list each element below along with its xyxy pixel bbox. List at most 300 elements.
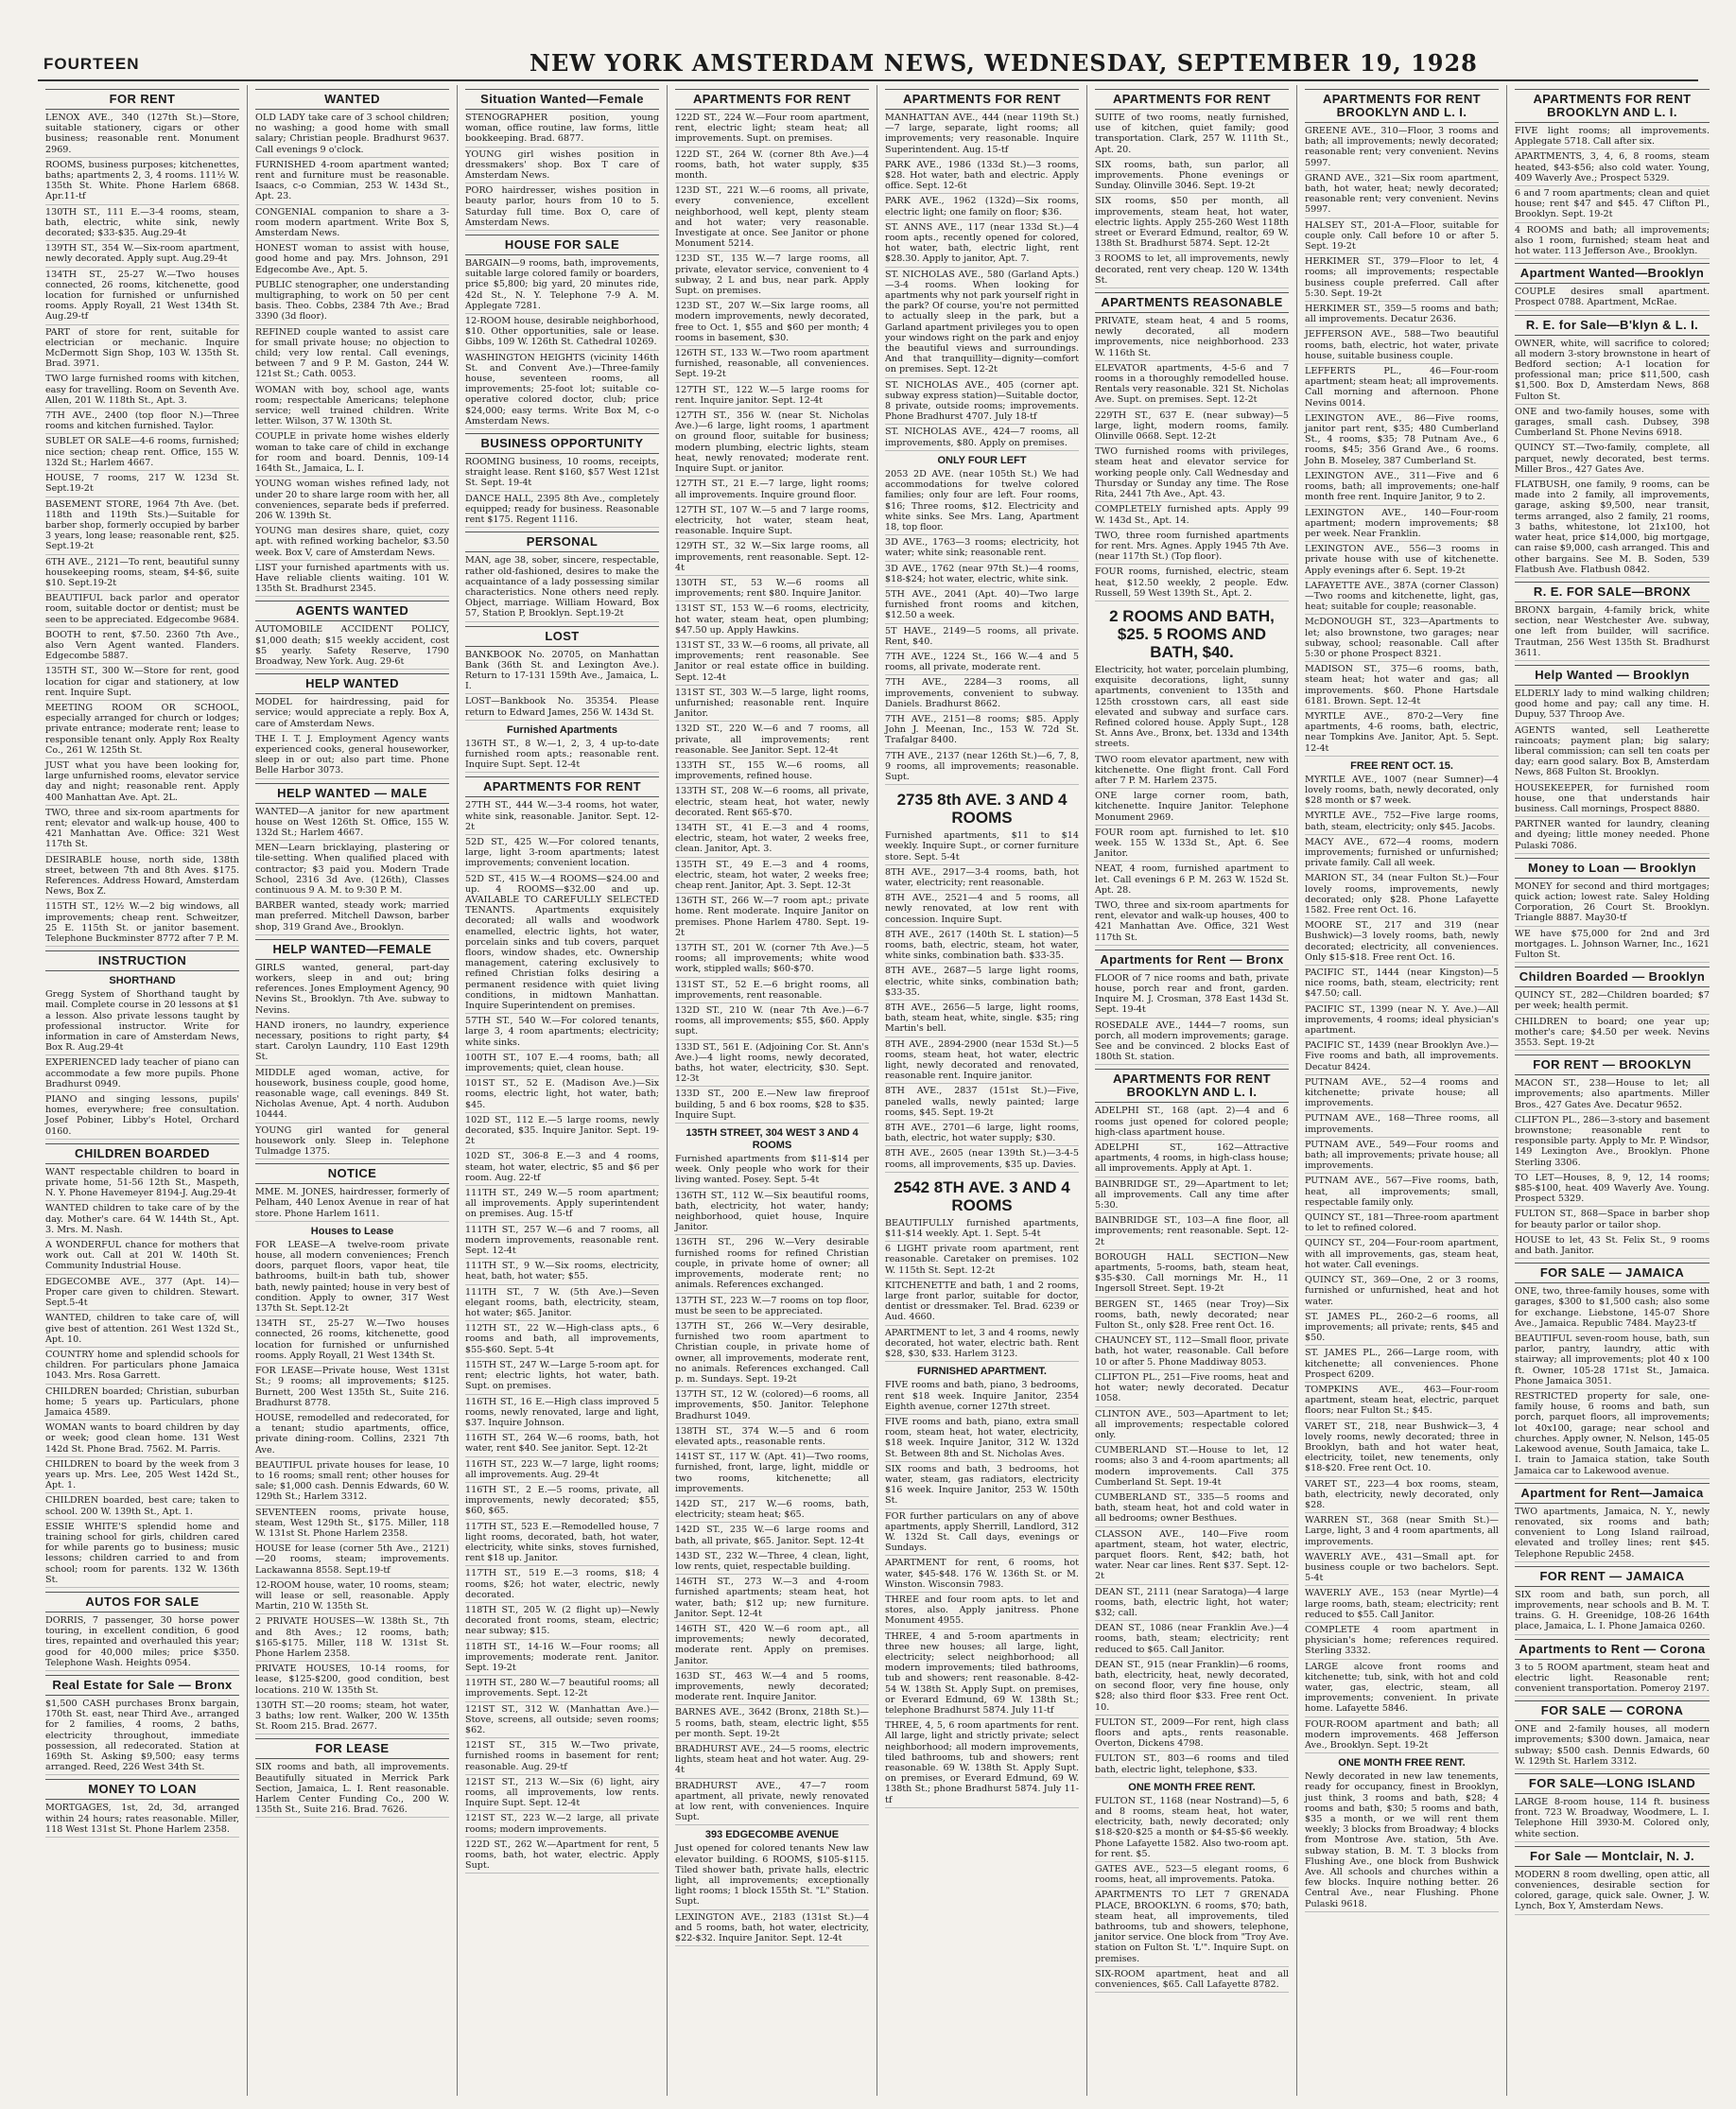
classified-ad: YOUNG girl wanted for general housework only. Sleep in. Telephone Tulmadge 1375. — [255, 1125, 449, 1160]
classified-ad: BOROUGH HALL SECTION—New apartments, 5-rooms, bath, steam heat, $35-$30. Call mornings Mr. H., 11 Ingersoll Street. Sept. 19-2t — [1095, 1252, 1289, 1298]
classified-ad: 135TH ST., 49 E.—3 and 4 rooms, electric, steam, hot water, 2 weeks free; cheap rent. Janitor, Apt. 3. Sept. 12-3t — [675, 860, 869, 895]
classified-ad: 135TH ST., 300 W.—Store for rent, good location for cigar and stationery, at low rent. Inquire Supt. — [45, 666, 239, 701]
classified-ad: 139TH ST., 354 W.—Six-room apartment, newly decorated. Apply supt. Aug.29-4t — [45, 243, 239, 267]
classified-ad: SIX rooms, $50 per month, all improvements, steam heat, hot water, electric lights. Apply 255-260 West 118th street or Everard Edmund, realtor, 69 W. 138th St. Bradhurst 5874. Sept. 12-2t — [1095, 196, 1289, 252]
classified-ad: 136TH ST., 112 W.—Six beautiful rooms, bath, electricity, hot water, handy; neighborhood, quiet house, Inquire Janitor. — [675, 1191, 869, 1236]
classified-ad: 12-ROOM house, desirable neighborhood, $10. Other opportunities, sale or lease. Gibbs, 109 W. 126th St. Cathedral 10269. — [465, 316, 659, 351]
classified-ad: 131ST ST., 52 E.—6 bright rooms, all improvements, rent reasonable. — [675, 980, 869, 1003]
classified-ad: LENOX AVE., 340 (127th St.)—Store, suitable stationery, cigars or other business; reasonable rent. Monument 2969. — [45, 113, 239, 158]
classified-ad: FIVE light rooms; all improvements. Applegate 5718. Call after six. — [1515, 126, 1710, 149]
classified-ad: PUBLIC stenographer, one understanding multigraphing, to work on 50 per cent basis. Theo. Cobbs, 2384 7th Ave.; Brad 3390 (3d floor). — [255, 280, 449, 325]
classified-ad: BANKBOOK No. 20705, on Manhattan Bank (36th St. and Lexington Ave.). Return to 17-131 159th Ave., Jamaica, L. I. — [465, 650, 659, 695]
classified-ad: 141ST ST., 117 W. (Apt. 41)—Two rooms, furnished, front, large, light, middle or two rooms, kitchenette; all improvements. — [675, 1452, 869, 1497]
classified-ad: 116TH ST., 2 E.—5 rooms, private, all improvements, newly decorated; $55, $60, $65. — [465, 1485, 659, 1520]
classified-ad: BRADHURST AVE., 24—5 rooms, electric lights, steam heat and hot water. Aug. 29-4t — [675, 1744, 869, 1779]
classified-ad: FURNISHED 4-room apartment wanted; rent and furniture must be reasonable. Isaacs, c-o Commian, 253 W. 143d St., Apt. 23. — [255, 160, 449, 205]
classified-ad: FOR LEASE—A twelve-room private house, all modern conveniences; French doors, parquet floors, vapor heat, tile bathrooms, built-in bath tub, shower bath, newly painted; house in very best of condition. Apply to owner, 317 West 137th St. Sept.12-2t — [255, 1240, 449, 1316]
classified-ad: 121ST ST., 213 W.—Six (6) light, airy rooms, all improvements, low rents. Inquire Supt. Sept. 12-4t — [465, 1777, 659, 1812]
classified-ad: 118TH ST., 14-16 W.—Four rooms; all improvements; moderate rent. Janitor. Sept. 19-2t — [465, 1642, 659, 1677]
classified-ad: 146TH ST., 273 W.—3 and 4-room furnished apartments; steam heat, hot water, bath; $12 up; new furniture. Janitor. Sept. 12-4t — [675, 1577, 869, 1622]
classified-ad: ST. JAMES PL., 260-2—6 rooms, all improvements; all private; rents, $45 and $50. — [1305, 1312, 1499, 1347]
classified-ad: 111TH ST., 249 W.—5 room apartment; all improvements. Apply superintendent on premises. Aug. 15-tf — [465, 1188, 659, 1223]
classified-ad: 5T HAVE., 2149—5 rooms, all private. Rent, $40. — [885, 626, 1079, 650]
classified-ad: PACIFIC ST., 1399 (near N. Y. Ave.)—All improvements, 4 rooms; ideal physician's apartment. — [1305, 1004, 1499, 1039]
classified-ad: 133TH ST., 155 W.—6 rooms, all improvements, refined house. — [675, 760, 869, 784]
classified-ad: WARREN ST., 368 (near Smith St.)—Large, light, 3 and 4 room apartments, all improvements. — [1305, 1515, 1499, 1550]
classified-ad: 102D ST., 112 E.—5 large rooms, newly decorated, $35. Inquire Janitor. Sept. 19-2t — [465, 1115, 659, 1150]
classified-ad: FULTON ST., 803—6 rooms and tiled bath, electric light, telephone, $33. — [1095, 1753, 1289, 1777]
section-heading: HOUSE FOR SALE — [465, 235, 659, 255]
classified-ad: 8TH AVE., 2605 (near 139th St.)—3-4-5 rooms, all improvements, $35 up. Davies. — [885, 1148, 1079, 1172]
classified-ad: APARTMENTS, 3, 4, 6, 8 rooms, steam heated, $43-$56; also cold water. Young, 409 Waverly Ave.; Prospect 5329. — [1515, 151, 1710, 186]
classified-ad: PUTNAM AVE., 52—4 rooms and kitchenette; private house; all improvements. — [1305, 1077, 1499, 1112]
classified-ad: 127TH ST., 356 W. (near St. Nicholas Ave.)—6 large, light rooms, 1 apartment on ground floor, suitable for business; modern plumbing, electric lights, steam heat, newly renovated; moderate rent. Inquire Supt. or janitor. — [675, 410, 869, 477]
section-heading: FOR RENT — JAMAICA — [1515, 1566, 1710, 1587]
classified-ad: JUST what you have been looking for, large unfurnished rooms, elevator service day and night; reasonable rent. Apply 400 Manhattan Ave. Apt. 2L. — [45, 760, 239, 806]
classified-ad: 121ST ST., 223 W.—2 large, all private rooms; modern improvements. — [465, 1813, 659, 1837]
classified-ad: HAND ironers, no laundry, experience necessary, positions to right party, $4 start. Carolyn Laundry, 110 East 129th St. — [255, 1020, 449, 1066]
classified-ad: 146TH ST., 420 W.—6 room apt., all improvements; newly decorated, moderate rent. Apply on premises. Janitor. — [675, 1624, 869, 1669]
classified-ad: WOMAN wants to board children by day or week; good clean home. 131 West 142d St. Phone Brad. 7562. M. Parris. — [45, 1422, 239, 1457]
classified-ad: ELDERLY lady to mind walking children; good home and pay; call any time. H. Dupuy, 537 Throop Ave. — [1515, 688, 1710, 723]
classified-ad: 8TH AVE., 2894-2900 (near 153d St.)—5 rooms, steam heat, hot water, electric light, newly decorated and renovated, reasonable rent. Inquire janitor. — [885, 1039, 1079, 1085]
section-heading: FOR SALE — CORONA — [1515, 1700, 1710, 1721]
column-4 — [668, 85, 877, 2096]
classified-ad: 3 ROOMS to let, all improvements, newly decorated, rent very cheap. 120 W. 134th St. — [1095, 253, 1289, 288]
classified-ad: OLD LADY take care of 3 school children; no washing; a good home with small salary; Christian people. Bradhurst 9637. Call evenings 9 o'clock. — [255, 113, 449, 158]
classified-ad: 27TH ST., 444 W.—3-4 rooms, hot water, white sink, reasonable. Janitor. Sept. 12-2t — [465, 800, 659, 835]
classified-ad: 7TH AVE., 1224 St., 166 W.—4 and 5 rooms, all private, moderate rent. — [885, 652, 1079, 675]
classified-ad: Gregg System of Shorthand taught by mail. Complete course in 20 lessons at $1 a lesson. Also private lessons taught by professional instructor. Write for information in care of Amsterdam News, Box R. Aug.29-4t — [45, 989, 239, 1055]
classified-ad: PRIVATE, steam heat, 4 and 5 rooms, newly decorated, all modern improvements, nice neighborhood. 233 W. 116th St. — [1095, 316, 1289, 361]
section-heading: APARTMENTS FOR RENT BROOKLYN AND L. I. — [1305, 89, 1499, 123]
classified-ad: FIVE rooms and bath, piano, 3 bedrooms, rent $18 week. Inquire Janitor, 2354 Eighth avenue, corner 127th street. — [885, 1380, 1079, 1415]
section-heading: Apartments for Rent — Bronx — [1095, 950, 1289, 970]
classified-ad: 116TH ST., 223 W.—7 large, light rooms; all improvements. Aug. 29-4t — [465, 1459, 659, 1483]
classified-ad: SEVENTEEN rooms, private house, steam, West 129th St., $175. Miller, 118 W. 131st St. Phone Harlem 2358. — [255, 1508, 449, 1543]
classified-ad: 143D ST., 232 W.—Three, 4 clean, light, low rents, quiet, respectable building. — [675, 1551, 869, 1575]
classified-ad: 122D ST., 262 W.—Apartment for rent, 5 rooms, bath, hot water, electric. Apply Supt. — [465, 1839, 659, 1874]
classified-ad: Furnished apartments, $11 to $14 weekly. Inquire Supt., or corner furniture store. Sept. 5-4t — [885, 830, 1079, 865]
classified-ad: 133D ST., 561 E. (Adjoining Cor. St. Ann's Ave.)—4 light rooms, newly decorated, baths, hot water, electricity, $30. Sept. 12-3t — [675, 1042, 869, 1088]
classified-ad: YOUNG girl wishes position in dressmakers' shop. Box T care of Amsterdam News. — [465, 149, 659, 184]
classified-ad: MEETING ROOM OR SCHOOL, especially arranged for church or lodges; private entrance; moderate rent; lease to responsible tenant only. Apply Rox Realty Co., 261 W. 125th St. — [45, 703, 239, 758]
classified-ad: HOUSE to let, 43 St. Felix St., 9 rooms and bath. Janitor. — [1515, 1235, 1710, 1259]
classified-ad: JEFFERSON AVE., 588—Two beautiful rooms, bath, electric, hot water, private house, suitable business couple. — [1305, 329, 1499, 364]
classified-ad: 142D ST., 235 W.—6 large rooms and bath, all private, $65. Janitor. Sept. 12-4t — [675, 1525, 869, 1548]
section-heading: AUTOS FOR SALE — [45, 1592, 239, 1612]
section-subheading: FURNISHED APARTMENT. — [917, 1366, 1047, 1378]
classified-ad: MYRTLE AVE., 752—Five large rooms, bath, steam, electricity; only $45. Jacobs. — [1305, 810, 1499, 834]
section-subheading: SHORTHAND — [109, 975, 176, 987]
classified-ad: MADISON ST., 375—6 rooms, bath, steam heat; hot water and gas; all improvements. $60. Phone Hartsdale 6181. Brown. Sept. 12-4t — [1305, 664, 1499, 709]
classified-ad: SIX rooms, bath, sun parlor, all improvements. Phone evenings or Sunday. Olinville 3046. Sept. 19-2t — [1095, 160, 1289, 195]
classified-ad: 117TH ST., 519 E.—3 rooms, $18; 4 rooms, $26; hot water, electric, newly decorated. — [465, 1568, 659, 1603]
section-heading: Apartment for Rent—Jamaica — [1515, 1483, 1710, 1504]
classified-ad: ST. NICHOLAS AVE., 424—7 rooms, all improvements, $80. Apply on premises. — [885, 427, 1079, 450]
display-ad-heading: 2542 8TH AVE. 3 AND 4 ROOMS — [894, 1177, 1070, 1214]
classified-ad: 8TH AVE., 2837 (151st St.)—Five, paneled walls, newly painted; large rooms, $45. Sept. 19-2t — [885, 1086, 1079, 1121]
section-heading: R. E. FOR SALE—BRONX — [1515, 582, 1710, 602]
classified-ad: ONE and two-family houses, some with garages, small cash. Dubsey, 398 Cumberland St. Phone Nevins 6918. — [1515, 407, 1710, 442]
classified-ad: MARION ST., 34 (near Fulton St.)—Four lovely rooms, improvements, newly decorated; only $28. Phone Lafayette 1582. Free rent Oct. 16. — [1305, 873, 1499, 918]
classified-ad: BEAUTIFUL private houses for lease, 10 to 16 rooms; small rent; other houses for sale; $1,000 cash. Dennis Edwards, 60 W. 129th St.; Harlem 3312. — [255, 1460, 449, 1506]
classified-ad: 130TH ST., 111 E.—3-4 rooms, steam, bath, electric, white sink, newly decorated; $33-$35. Aug.29-4t — [45, 207, 239, 242]
section-heading: APARTMENTS FOR RENT BROOKLYN AND L. I. — [1095, 1069, 1289, 1103]
classified-ad: FULTON ST., 1168 (near Nostrand)—5, 6 and 8 rooms, steam heat, hot water, electricity, bath, newly decorated; only $18-$20-$25 a month or $4-$5-$6 weekly. Phone Lafayette 1582. Also two-room apt. for rent. $5. — [1095, 1796, 1289, 1862]
classified-ad: OWNER, white, will sacrifice to colored; all modern 3-story brownstone in heart of Bedford section; A-1 location for professional man; price $11,500, cash $1,500. Box D, Amsterdam News, 868 Fulton St. — [1515, 339, 1710, 405]
classified-ad: FULTON ST., 2009—For rent, high class floors and apts., rents reasonable. Overton, Dickens 4798. — [1095, 1717, 1289, 1752]
classified-ad: ROOMING business, 10 rooms, receipts, straight lease. Rent $160, $57 West 121st St. Sept. 19-4t — [465, 457, 659, 492]
classified-ad: Just opened for colored tenants New law elevator building. 6 ROOMS, $105-$115. Tiled shower bath, private halls, electric light, all improvements; exceptionally light rooms; 1 block 155th St. "L" Station. Supt. — [675, 1843, 869, 1909]
classified-ad: PACIFIC ST., 1444 (near Kingston)—5 nice rooms, bath, steam, electricity; rent $47.50; call. — [1305, 967, 1499, 1002]
classified-ad: LIST your furnished apartments with us. Have reliable clients waiting. 101 W. 135th St. Bradhurst 2345. — [255, 563, 449, 598]
classified-ad: TWO, three room furnished apartments for rent. Mrs. Agnes. Apply 1945 7th Ave. (near 117th St.) (Top floor). — [1095, 531, 1289, 566]
masthead-rule — [38, 79, 1698, 81]
classified-ad: 101ST ST., 52 E. (Madison Ave.)—Six rooms, electric light, hot water, bath; $45. — [465, 1078, 659, 1113]
column-1 — [38, 85, 248, 2096]
classified-ad: ONE and 2-family houses, all modern improvements; $300 down. Jamaica, near subway; $500 cash. Dennis Edwards, 60 W. 129th St. Harlem 3312. — [1515, 1724, 1710, 1769]
classified-ad: COMPLETE 4 room apartment in physician's home; references required. Sterling 3332. — [1305, 1625, 1499, 1660]
classified-ad: 5TH AVE., 2041 (Apt. 40)—Two large furnished front rooms and kitchen, $12.50 a week. — [885, 589, 1079, 624]
classified-ad: MONEY for second and third mortgages; quick action; lowest rate. Saley Holding Corporation, 26 Court St. Brooklyn. Triangle 8887. May30-tf — [1515, 881, 1710, 927]
classified-ad: COUNTRY home and splendid schools for children. For particulars phone Jamaica 1043. Mrs. Rosa Garrett. — [45, 1350, 239, 1385]
classified-ad: BARBER wanted, steady work; married man preferred. Mitchell Dawson, barber shop, 319 Grand Ave., Brooklyn. — [255, 900, 449, 935]
classified-ad: THREE and four room apts. to let and stores, also. Apply janitress. Phone Monument 4955. — [885, 1595, 1079, 1630]
classified-ad: TWO, three and six-room apartments for rent; elevator and walk-up house, 400 to 421 Manhattan Ave. Office: 321 West 117th St. — [45, 808, 239, 853]
display-ad-subheading: 135TH STREET, 304 WEST 3 AND 4 ROOMS — [686, 1127, 859, 1152]
classified-ad: PUTNAM AVE., 168—Three rooms, all improvements. — [1305, 1113, 1499, 1137]
classified-ad: PORO hairdresser, wishes position in beauty parlor, hours from 10 to 5. Saturday full time. Box O, care of Amsterdam News. — [465, 185, 659, 231]
classified-ad: BRONX bargain, 4-family brick, white section, near Westchester Ave. subway, one left from builder, will sacrifice. Trautman, 256 West 135th St. Bradhurst 3611. — [1515, 605, 1710, 661]
classified-ad: MACY AVE., 672—4 rooms, modern improvements; furnished or unfurnished; private family. Call all week. — [1305, 837, 1499, 872]
classified-ad: 127TH ST., 21 E.—7 large, light rooms; all improvements. Inquire ground floor. — [675, 479, 869, 502]
section-heading: FOR SALE — JAMAICA — [1515, 1263, 1710, 1283]
section-subheading: Houses to Lease — [310, 1225, 394, 1237]
classified-ad: GIRLS wanted, general, part-day workers, sleep in and out; bring references. Jones Employment Agency, 90 Nevins St., Brooklyn. 7th Ave. subway to Nevins. — [255, 963, 449, 1019]
classified-ad: VARET ST., 218, near Bushwick—3, 4 lovely rooms, newly decorated; three in Brooklyn, bath and hot water heat, electricity, toilet, new tenements, only $18-$20. Free rent Oct. 10. — [1305, 1421, 1499, 1477]
classified-ad: RESTRICTED property for sale, one-family house, 6 rooms and bath, sun porch, parquet floors, all improvements; lot 40x100, garage; near school and churches. Apply owner, N. Nelson, 145-05 Lakewood avenue, South Jamaica, take L. I. train to Jamaica station, take South Jamaica car to Lakewood avenue. — [1515, 1391, 1710, 1479]
section-heading: HELP WANTED—FEMALE — [255, 939, 449, 960]
classified-ad: LEFFERTS PL., 46—Four-room apartment; steam heat; all improvements. Call morning and afternoon. Phone Nevins 0014. — [1305, 366, 1499, 411]
classified-ad: $1,500 CASH purchases Bronx bargain, 170th St. east, near Third Ave., arranged for 2 families, 4 rooms, 2 baths, electricity throughout, immediate possession, all redecorated. Station at 169th St. Asking $9,500; easy terms arranged. Reed, 226 West 34th St. — [45, 1699, 239, 1775]
display-ad-heading: 2 ROOMS AND BATH, $25. 5 ROOMS AND BATH, $40. — [1109, 606, 1275, 661]
classified-ad: 126TH ST., 133 W.—Two room apartment furnished, reasonable, all conveniences. Sept. 19-2t — [675, 348, 869, 383]
classified-ad: YOUNG woman wishes refined lady, not under 20 to share large room with her, all conveniences, separate beds if preferred. 206 W. 139th St. — [255, 479, 449, 524]
classified-ad: CLIFTON PL., 286—3-story and basement brownstone; reasonable rent to responsible party. Apply to Mr. P. Windsor, 149 Lexington Ave., Brooklyn. Phone Sterling 3306. — [1515, 1115, 1710, 1171]
classified-ad: VARET ST., 223—4 box rooms, steam, bath, electricity, newly decorated, only $28. — [1305, 1479, 1499, 1514]
classified-ad: WANTED, children to take care of, will give best of attention. 261 West 132d St., Apt. 10. — [45, 1313, 239, 1348]
classified-ad: CUMBERLAND ST., 335—5 rooms and bath, steam heat, hot and cold water in all bedrooms; owner Besthues. — [1095, 1492, 1289, 1527]
classified-ad: 111TH ST., 9 W.—Six rooms, electricity, heat, bath, hot water; $55. — [465, 1261, 659, 1284]
classified-ad: 3 to 5 ROOM apartment, steam heat and electric light. Reasonable rent; convenient transportation. Pomeroy 2197. — [1515, 1663, 1710, 1698]
classified-ad: 6 and 7 room apartments; clean and quiet house; rent $47 and $45. 47 Clifton Pl., Brooklyn. Sept. 19-2t — [1515, 188, 1710, 223]
classified-ad: 123D ST., 207 W.—Six large rooms, all modern improvements, newly decorated, free to Oct. 1, $55 and $60 per month; 4 rooms in basement, $30. — [675, 301, 869, 346]
classified-ad: HOUSE, remodelled and redecorated, for a tenant; studio apartments, office, private dining-room. Collins, 2321 7th Ave. — [255, 1413, 449, 1458]
classified-ad: WANTED children to take care of by the day. Mother's care. 64 W. 144th St., Apt. 3. Mrs. M. Nash. — [45, 1203, 239, 1238]
classified-ad: 133TH ST., 208 W.—6 rooms, all private, electric, steam heat, hot water, newly decorated. Rent $65-$70. — [675, 786, 869, 821]
classified-ad: FOR LEASE—Private house, West 131st St.; 9 rooms; all improvements; $125. Burnett, 200 West 135th St., Suite 216. Bradhurst 8778. — [255, 1366, 449, 1411]
section-heading: NOTICE — [255, 1163, 449, 1184]
classified-ad: WASHINGTON HEIGHTS (vicinity 146th St. and Convent Ave.)—Three-family house, seventeen rooms, all improvements; 25-foot lot; suitable co-operative colored doctor, club; price $24,000; easy terms. Write Box M, c-o Amsterdam News. — [465, 353, 659, 429]
classified-ad: 131ST ST., 303 W.—5 large, light rooms, unfurnished; reasonable rent. Inquire Janitor. — [675, 688, 869, 723]
classified-ad: PACIFIC ST., 1439 (near Brooklyn Ave.)—Five rooms and bath, all improvements. Decatur 8424. — [1305, 1040, 1499, 1075]
classified-ad: BERGEN ST., 1465 (near Troy)—Six rooms, bath, newly decorated; near Fulton St., only $28. Free rent Oct. 16. — [1095, 1299, 1289, 1334]
section-heading: APARTMENTS FOR RENT — [1095, 89, 1289, 110]
classified-ad: 6TH AVE., 2121—To rent, beautiful sunny housekeeping rooms, steam, $4-$6, suite $10. Sept.19-2t — [45, 557, 239, 592]
classified-ad: 127TH ST., 107 W.—5 and 7 large rooms, electricity, hot water, steam heat, reasonable. Inquire Supt. — [675, 505, 869, 540]
classified-ad: BEAUTIFULLY furnished apartments, $11-$14 weekly. Apt. 1. Sept. 5-4t — [885, 1218, 1079, 1242]
section-heading: MONEY TO LOAN — [45, 1779, 239, 1800]
classified-ad: TO LET—Houses, 8, 9, 12, 14 rooms; $85-$100, heat. 409 Waverly Ave. Young. Prospect 5329. — [1515, 1173, 1710, 1208]
section-subheading: ONE MONTH FREE RENT. — [1128, 1781, 1256, 1793]
classified-ad: WANT respectable children to board in private home, 51-56 12th St., Maspeth, N. Y. Phone Havemeyer 8194-J. Aug.29-4t — [45, 1167, 239, 1202]
classified-ad: 121ST ST., 315 W.—Two private, furnished rooms in basement for rent; reasonable. Aug. 29-tf — [465, 1740, 659, 1775]
classified-ad: WAVERLY AVE., 431—Small apt. for business couple or two bachelors. Sept. 5-4t — [1305, 1552, 1499, 1587]
column-6 — [1087, 85, 1297, 2096]
classified-ad: EXPERIENCED lady teacher of piano can accommodate a few more pupils. Phone Bradhurst 0949. — [45, 1057, 239, 1092]
section-heading: Help Wanted — Brooklyn — [1515, 665, 1710, 686]
classified-ad: PART of store for rent, suitable for electrician or mechanic. Inquire McDermott Sign Shop, 103 W. 135th St. Brad. 3971. — [45, 327, 239, 373]
display-ad-subheading: ONLY FOUR LEFT — [937, 454, 1027, 466]
classified-ad: 137TH ST., 201 W. (corner 7th Ave.)—5 rooms; all improvements; white wood work, stippled walls; $60-$70. — [675, 943, 869, 978]
section-subheading: Furnished Apartments — [507, 723, 617, 736]
classified-ad: ONE large corner room, bath, kitchenette. Inquire Janitor. Telephone Monument 2969. — [1095, 791, 1289, 826]
classified-ad: 133D ST., 200 E.—New law fireproof building, 5 and 6 box rooms, $28 to $35. Inquire Supt. — [675, 1089, 869, 1124]
classified-ad: MEN—Learn bricklaying, plastering or tile-setting. When qualified placed with contractor; $3 paid you. Modern Trade School, 2316 3d Ave. (126th), Classes continuous 9 A. M. to 9:30 P. M. — [255, 843, 449, 898]
classified-ad: THE I. T. J. Employment Agency wants experienced cooks, general houseworker, sleep in or out; also part time. Phone Belle Harbor 3073. — [255, 734, 449, 779]
classified-columns — [38, 85, 1721, 2096]
classified-ad: BARNES AVE., 3642 (Bronx, 218th St.)—5 rooms, bath, steam, electric light, $55 per month. Sept. 19-2t — [675, 1707, 869, 1742]
classified-ad: 131ST ST., 153 W.—6 rooms, electricity, hot water, steam heat, open plumbing; $47.50 up. Apply Hawkins. — [675, 603, 869, 638]
classified-ad: QUINCY ST., 282—Children boarded; $7 per week; health permit. — [1515, 990, 1710, 1014]
classified-ad: 134TH ST., 41 E.—3 and 4 rooms, electric, steam, hot water, 2 weeks free, clean. Janitor, Apt. 3. — [675, 823, 869, 858]
classified-ad: PUTNAM AVE., 549—Four rooms and bath; all improvements; private house; all improvements. — [1305, 1140, 1499, 1175]
classified-ad: 123D ST., 135 W.—7 large rooms, all private, elevator service, convenient to 4 subway, 2 L and bus, near park. Apply Supt. on premises. — [675, 253, 869, 299]
classified-ad: REFINED couple wanted to assist care for small private house; no objection to child; very low rental. Call evenings, between 7 and 9 P. M. Gaston, 244 W. 121st St.; Cath. 0053. — [255, 327, 449, 383]
classified-ad: 137TH ST., 12 W. (colored)—6 rooms, all improvements, $50. Janitor. Telephone Bradhurst 1049. — [675, 1389, 869, 1424]
classified-ad: HALSEY ST., 201-A—Floor, suitable for couple only. Call before 10 or after 5. Sept. 19-2t — [1305, 220, 1499, 255]
classified-ad: DORRIS, 7 passenger, 30 horse power touring, in excellent condition, 6 good tires, repainted and overhauled this year; good for 40,000 miles; price $350. Telephone Wash. Heights 0954. — [45, 1615, 239, 1671]
section-heading: AGENTS WANTED — [255, 601, 449, 621]
classified-ad: HONEST woman to assist with house, good home and pay. Mrs. Johnson, 291 Edgecombe Ave., Apt. 5. — [255, 243, 449, 278]
classified-ad: BARGAIN—9 rooms, bath, improvements, suitable large colored family or boarders, price $5,800; big yard, 20 minutes ride, 42d St., N. Y. Telephone 7-9 A. M. Applegate 7281. — [465, 258, 659, 314]
classified-ad: FOR further particulars on any of above apartments, apply Sherrill, Landlord, 312 W. 132d St. Call days, evenings or Sundays. — [885, 1511, 1079, 1557]
classified-ad: MAN, age 38, sober, sincere, respectable, rather old-fashioned, desires to make the acquaintance of a lady possessing similar characteristics. None others need reply. Object, marriage. William Howard, Box 57, Station P, Brooklyn. Sept.19-2t — [465, 555, 659, 621]
classified-ad: BOOTH to rent, $7.50. 2360 7th Ave., also Vern Agent wanted. Flanders. Edgecombe 5887. — [45, 630, 239, 665]
classified-ad: 129TH ST., 32 W.—Six large rooms, all improvements, rent reasonable. Sept. 12-4t — [675, 541, 869, 576]
classified-ad: 130TH ST.—20 rooms; steam, hot water, 3 baths; low rent. Walker, 200 W. 135th St. Room 215. Brad. 2677. — [255, 1700, 449, 1735]
classified-ad: THREE, 4, 5, 6 room apartments for rent. All large, light and strictly private; select neighborhood; all modern improvements, tiled bathrooms, tub and showers; rent reasonable. 69 W. 138th St. Apply Supt. on premises, or Everard Edmund, 69 W. 138th St.; phone Bradhurst 5874. July 11-tf — [885, 1720, 1079, 1808]
classified-ad: LARGE 8-room house, 114 ft. business front. 723 W. Broadway, Woodmere, L. I. Telephone Hill 3930-M. Colored only, white section. — [1515, 1797, 1710, 1842]
classified-ad: APARTMENT to let, 3 and 4 rooms, newly decorated, hot water, electric bath. Rent $28, $30, $33. Harlem 3123. — [885, 1328, 1079, 1363]
classified-ad: DEAN ST., 915 (near Franklin)—6 rooms, bath, electricity, heat, newly decorated, on second floor, very fine house, only $28; also third floor $33. Free rent Oct. 10. — [1095, 1660, 1289, 1716]
section-heading: INSTRUCTION — [45, 950, 239, 971]
newspaper-title: NEW YORK AMSTERDAM NEWS, WEDNESDAY, SEPTEMBER 19, 1928 — [529, 49, 1478, 77]
section-heading: Apartments to Rent — Corona — [1515, 1639, 1710, 1660]
classified-ad: 115TH ST., 247 W.—Large 5-room apt. for rent; electric lights, hot water, bath. Supt. on premises. — [465, 1360, 659, 1395]
classified-ad: DESIRABLE house, north side, 138th street, between 7th and 8th Aves. $175. References. Address Howard, Amsterdam News, Box Z. — [45, 855, 239, 900]
section-heading: APARTMENTS FOR RENT BROOKLYN AND L. I. — [1515, 89, 1710, 123]
classified-ad: STENOGRAPHER position, young woman, office routine, law forms, little bookkeeping. Brad. 6877. — [465, 113, 659, 148]
classified-ad: WOMAN with boy, school age, wants room; respectable Americans; telephone service; well trained children. Write letter. Wilson, 37 W. 130th St. — [255, 385, 449, 430]
classified-ad: Electricity, hot water, porcelain plumbing, exquisite decorations, light, sunny apartments, convenient to 135th and 125th crosstown cars, all east side elevated and subway and surface cars. Refined colored house. Apply Supt., 128 St. Anns Ave., Bronx, bet. 133d and 134th streets. — [1095, 665, 1289, 753]
classified-ad: SIX-ROOM apartment, heat and all conveniences, $65. Call Lafayette 8782. — [1095, 1969, 1289, 1993]
classified-ad: Newly decorated in new law tenements, ready for occupancy, finest in Brooklyn, just think, 3 rooms and bath, $28; 4 rooms and bath, $30; 5 rooms and bath, $35 a month, or we will rent them weekly; 3 blocks from Broadway; 4 blocks from Montrose Ave. station, 5th Ave. subway station, B. M. T. 3 blocks from Flushing Ave., one block from Bushwick Ave. All schools and churches within a few blocks. Inquire nothing better. 26 Central Ave., near Flushing. Phone Pulaski 9618. — [1305, 1771, 1499, 1912]
section-subheading: ONE MONTH FREE RENT. — [1338, 1757, 1466, 1769]
section-heading: Situation Wanted—Female — [465, 89, 659, 110]
classified-ad: Furnished apartments from $11-$14 per week. Only people who work for their living wanted. Posey. Sept. 5-4t — [675, 1154, 869, 1189]
classified-ad: BRADHURST AVE., 47—7 room apartment, all private, newly renovated at low rent, with conveniences. Inquire Supt. — [675, 1781, 869, 1826]
classified-ad: QUINCY ST., 181—Three-room apartment to let to refined colored. — [1305, 1212, 1499, 1236]
classified-ad: MODEL for hairdressing, paid for service; would appreciate a reply. Box A, care of Amsterdam News. — [255, 697, 449, 732]
masthead — [38, 49, 1698, 78]
classified-ad: SIX rooms and bath, all improvements. Beautifully situated in Merrick Park Section, Jamaica, L. I. Rent reasonable. Harlem Center Funding Co., 200 W. 135th St., Suite 216. Brad. 7626. — [255, 1762, 449, 1818]
classified-ad: 118TH ST., 205 W. (2 flight up)—Newly decorated front rooms, steam, electric; near subway; $15. — [465, 1605, 659, 1640]
classified-ad: 131ST ST., 33 W.—6 rooms, all private, all improvements; rent reasonable. See Janitor or real estate office in building. Sept. 12-4t — [675, 640, 869, 686]
classified-ad: 2053 2D AVE. (near 105th St.) We had accommodations for twelve colored families; only four are left. Four rooms, $16; Three rooms, $12. Electricity and white sinks. See Mrs. Lang, Apartment 18, top floor. — [885, 469, 1079, 535]
classified-ad: FLOOR of 7 nice rooms and bath, private house, porch rear and front, garden. Inquire M. J. Crosman, 378 East 143d St. Sept. 19-4t — [1095, 973, 1289, 1019]
classified-ad: 102D ST., 306-8 E.—3 and 4 rooms, steam, hot water, electric, $5 and $6 per room. Aug. 22-tf — [465, 1151, 659, 1186]
classified-ad: ESSIE WHITE'S splendid home and training school for girls, children cared for while parents go to business; music lessons; children carried to and from school; room for parents. 132 W. 136th St. — [45, 1522, 239, 1588]
classified-ad: 4 ROOMS and bath; all improvements; also 1 room, furnished; steam heat and hot water. 113 Jefferson Ave., Brooklyn. — [1515, 225, 1710, 260]
classified-ad: FOUR-ROOM apartment and bath; all modern improvements. 468 Jefferson Ave., Brooklyn. Sept. 19-2t — [1305, 1719, 1499, 1754]
classified-ad: 2 PRIVATE HOUSES—W. 138th St., 7th and 8th Aves.; 12 rooms, bath; $165-$175. Miller, 118 W. 131st St. Phone Harlem 2358. — [255, 1616, 449, 1662]
classified-ad: 163D ST., 463 W.—4 and 5 rooms, improvements, newly decorated; moderate rent. Inquire Janitor. — [675, 1671, 869, 1706]
classified-ad: 121ST ST., 312 W. (Manhattan Ave.)—Stove, screens, all outside; seven rooms; $62. — [465, 1704, 659, 1739]
classified-ad: 7TH AVE., 2151—8 rooms; $85. Apply John J. Meenan, Inc., 153 W. 72d St. Trafalgar 8400. — [885, 714, 1079, 749]
classified-ad: ST. ANNS AVE., 117 (near 133d St.)—4 room apts., recently opened for colored, hot water, bath, electric light, rent $28.30. Apply to janitor, Apt. 7. — [885, 222, 1079, 268]
classified-ad: LARGE alcove front rooms and kitchenette; tub, sink, with hot and cold water, gas, electric, steam, all improvements; convenient. In private home. Lafayette 5846. — [1305, 1662, 1499, 1717]
section-heading: For Sale — Montclair, N. J. — [1515, 1846, 1710, 1867]
section-heading: WANTED — [255, 89, 449, 110]
section-heading: HELP WANTED — [255, 673, 449, 694]
classified-ad: ST. JAMES PL., 266—Large room, with kitchenette; all conveniences. Phone Prospect 6209. — [1305, 1348, 1499, 1383]
display-ad-heading: 2735 8th AVE. 3 AND 4 ROOMS — [896, 791, 1068, 828]
section-heading: LOST — [465, 626, 659, 647]
classified-ad: 111TH ST., 257 W.—6 and 7 rooms, all modern improvements, reasonable rent. Sept. 12-4t — [465, 1225, 659, 1260]
classified-ad: 57TH ST., 540 W.—For colored tenants, large 3, 4 room apartments; electricity; white sinks. — [465, 1016, 659, 1051]
classified-ad: 134TH ST., 25-27 W.—Two houses connected, 26 rooms, kitchenette, good location for furnished or unfurnished rooms. Apply Royall, 21 West 134th St. — [255, 1318, 449, 1364]
column-7 — [1297, 85, 1507, 2096]
section-heading: FOR SALE—LONG ISLAND — [1515, 1773, 1710, 1794]
classified-ad: THREE, 4 and 5-room apartments in three new houses; all large, light, electricity; select neighborhood; all modern improvements; tiled bathrooms, tub and showers; rent reasonable. 8-42-54 W. 138th St. Apply Supt. on premises, or Everard Edmund, 69 W. 138th St.; telephone Bradhurst 5874. July 11-tf — [885, 1631, 1079, 1719]
section-heading: APARTMENTS FOR RENT — [885, 89, 1079, 110]
classified-ad: COMPLETELY furnished apts. Apply 99 W. 143d St., Apt. 14. — [1095, 504, 1289, 528]
classified-ad: DEAN ST., 2111 (near Saratoga)—4 large rooms, bath, electric light, hot water; $32; call. — [1095, 1587, 1289, 1622]
classified-ad: 111TH ST., 7 W. (5th Ave.)—Seven elegant rooms, bath, electricity, steam, hot water; $65. Janitor. — [465, 1287, 659, 1322]
classified-ad: A WONDERFUL chance for mothers that work out. Call at 201 W. 140th St. Community Industrial House. — [45, 1240, 239, 1275]
classified-ad: BAINBRIDGE ST., 29—Apartment to let; all improvements. Call any time after 5:30. — [1095, 1179, 1289, 1214]
classified-ad: LOST—Bankbook No. 35354. Please return to Edward James, 256 W. 143d St. — [465, 696, 659, 720]
classified-ad: TOMPKINS AVE., 463—Four-room apartment, steam heat, electric, parquet floors; near Fulton St.; $45. — [1305, 1385, 1499, 1420]
classified-ad: 117TH ST., 523 E.—Remodelled house, 7 light rooms, decorated, bath, hot water, electricity, white sinks, stoves furnished, rent $18 up. Janitor. — [465, 1522, 659, 1567]
classified-ad: WE have $75,000 for 2nd and 3rd mortgages. L. Johnson Warner, Inc., 1621 Fulton St. — [1515, 929, 1710, 964]
column-2 — [248, 85, 458, 2096]
classified-ad: 8TH AVE., 2701—6 large, light rooms, bath, electric, hot water supply; $30. — [885, 1123, 1079, 1146]
classified-ad: 7TH AVE., 2137 (near 126th St.)—6, 7, 8, 9 rooms, all improvements; reasonable. Supt. — [885, 751, 1079, 786]
classified-ad: HOUSEKEEPER, for furnished room house, one that understands hair business. Call mornings, Prospect 8880. — [1515, 783, 1710, 818]
classified-ad: PUTNAM AVE., 567—Five rooms, bath, heat, all improvements; small, respectable family only. — [1305, 1176, 1499, 1211]
classified-ad: 7TH AVE., 2400 (top floor N.)—Three rooms and kitchen furnished. Taylor. — [45, 410, 239, 434]
classified-ad: 229TH ST., 637 E. (near subway)—5 large, light, modern rooms, family. Olinville 0668. Sept. 12-2t — [1095, 410, 1289, 445]
classified-ad: CLIFTON PL., 251—Five rooms, heat and hot water; newly decorated. Decatur 1058. — [1095, 1372, 1289, 1407]
classified-ad: 119TH ST., 280 W.—7 beautiful rooms; all improvements. Sept. 12-2t — [465, 1678, 659, 1701]
classified-ad: LEXINGTON AVE., 2183 (131st St.)—4 and 5 rooms, bath, hot water, electricity, $22-$32. Inquire Janitor. Sept. 12-4t — [675, 1912, 869, 1947]
classified-ad: TWO apartments, Jamaica, N. Y., newly renovated, six rooms and bath; convenient to Long Island railroad, elevated and trolley lines; rent $45. Telephone Republic 2458. — [1515, 1507, 1710, 1562]
classified-ad: 136TH ST., 296 W.—Very desirable furnished rooms for refined Christian couple, in private home of owner; all improvements, moderate rent; no animals. References exchanged. — [675, 1237, 869, 1293]
classified-ad: CLASSON AVE., 140—Five room apartment, steam, hot water, electric, parquet floors. Rent, $42; bath, hot water. Near car lines. Rent $37. Sept. 12-2t — [1095, 1529, 1289, 1585]
classified-ad: QUINCY ST., 204—Four-room apartment, with all improvements, gas, steam heat, hot water. Call evenings. — [1305, 1238, 1499, 1273]
classified-ad: QUINCY ST., 369—One, 2 or 3 rooms, furnished or unfurnished, heat and hot water. — [1305, 1275, 1499, 1310]
classified-ad: 123D ST., 221 W.—6 rooms, all private, every convenience, excellent neighborhood, well kept, plenty steam and hot water; very reasonable. Investigate at once. See Janitor or phone Monument 5214. — [675, 185, 869, 252]
classified-ad: 134TH ST., 25-27 W.—Two houses connected, 26 rooms, kitchenette, good location for furnished or unfurnished rooms. Apply Royall, 21 West 134th St. Aug.29-tf — [45, 270, 239, 325]
classified-ad: PRIVATE HOUSES, 10-14 rooms, for lease, $125-$200, good condition, best locations. 210 W. 135th St. — [255, 1664, 449, 1699]
classified-ad: ELEVATOR apartments, 4-5-6 and 7 rooms in a thoroughly remodelled house. Rentals very reasonable. 321 St. Nicholas Ave. Supt. on premises. Sept. 12-2t — [1095, 363, 1289, 409]
classified-ad: SIX rooms and bath, 3 bedrooms, hot water, steam, gas radiators, electricity $16 week. Inquire Janitor, 253 W. 150th St. — [885, 1464, 1079, 1509]
column-3 — [458, 85, 668, 2096]
classified-ad: COUPLE desires small apartment. Prospect 0788. Apartment, McRae. — [1515, 287, 1710, 310]
classified-ad: LEXINGTON AVE., 86—Five rooms, janitor part rent, $35; 480 Cumberland St., 4 rooms, $35; 78 Putnam Ave., 6 rooms, $45; 356 Grand Ave., 6 rooms. John B. Moseley, 387 Cumberland St. — [1305, 413, 1499, 469]
classified-ad: LEXINGTON AVE., 556—3 rooms in private house with use of kitchenette. Apply evenings after 6. Sept. 19-2t — [1305, 544, 1499, 579]
classified-ad: MACON ST., 238—House to let; all improvements; also apartments. Miller Bros., 427 Gates Ave. Decatur 9652. — [1515, 1078, 1710, 1113]
classified-ad: NEAT, 4 room, furnished apartment to let. Call evenings 6 P. M. 263 W. 152d St. Apt. 28. — [1095, 863, 1289, 898]
section-heading: APARTMENTS FOR RENT — [465, 776, 659, 797]
classified-ad: TWO large furnished rooms with kitchen, easy for travelling. Room on Seventh Ave. Allen, 201 W. 118th St., Apt. 3. — [45, 374, 239, 409]
classified-ad: PARTNER wanted for laundry, cleaning and dyeing; little money needed. Phone Pulaski 7086. — [1515, 819, 1710, 854]
classified-ad: 136TH ST., 266 W.—7 room apt.; private home. Rent moderate. Inquire Janitor on premises. Phone Harlem 4780. Sept. 19-2t — [675, 896, 869, 941]
classified-ad: SUITE of two rooms, neatly furnished, use of kitchen, quiet family; good transportation. Clark, 257 W. 111th St., Apt. 20. — [1095, 113, 1289, 158]
section-heading: R. E. for Sale—B'klyn & L. I. — [1515, 315, 1710, 336]
section-heading: Apartment Wanted—Brooklyn — [1515, 263, 1710, 284]
classified-ad: 3D AVE., 1762 (near 97th St.)—4 rooms, $18-$24; hot water, electric, white sink. — [885, 564, 1079, 587]
classified-ad: ONE, two, three-family houses, some with garages, $300 to $1,500 cash; also some for exchange. Liebstone, 145-07 Shore Ave., Jamaica. Republic 7484. May23-tf — [1515, 1286, 1710, 1332]
classified-ad: TWO, three and six-room apartments for rent, elevator and walk-up houses, 400 to 421 Manhattan Ave. Office, 321 West 117th St. — [1095, 900, 1289, 946]
classified-ad: 3D AVE., 1763—3 rooms; electricity, hot water; white sink; reasonable rent. — [885, 537, 1079, 561]
classified-ad: 112TH ST., 22 W.—High-class apts., 6 rooms and bath, all improvements, $55-$60. Sept. 5-4t — [465, 1323, 659, 1358]
classified-ad: FLATBUSH, one family, 9 rooms, can be made into 2 family, all improvements, garage, asking $9,500, near transit, terms arranged, also 2 family, 21 rooms, 3 baths, whitestone, lot 21x100, hot water heat, price $14,000, big mortgage, can raise $9,000, cash arranged. This and other bargains. See M. B. Soden, 539 Flatbush Ave. Flatbush 0842. — [1515, 479, 1710, 578]
display-ad-subheading: 393 EDGECOMBE AVENUE — [704, 1829, 840, 1841]
classified-ad: CONGENIAL companion to share a 3-room modern apartment. Write Box S, Amsterdam News. — [255, 207, 449, 242]
classified-ad: CHILDREN to board by the week from 3 years up. Mrs. Lee, 205 West 142d St., Apt. 1. — [45, 1459, 239, 1494]
classified-ad: 130TH ST., 53 W.—6 rooms all improvements; rent $80. Inquire Janitor. — [675, 578, 869, 601]
classified-ad: TWO room elevator apartment, new with kitchenette. One flight front. Call Ford after 7 P. M. Harlem 2375. — [1095, 755, 1289, 790]
classified-ad: HERKIMER ST., 379—Floor to let, 4 rooms; all improvements; respectable business couple preferred. Call after 5:30. Sept. 19-2t — [1305, 256, 1499, 302]
classified-ad: AGENTS wanted, sell Leatherette raincoats; payment plan; big salary; liberal commission; can sell ten coats per day; earn good salary. Box B, Amsterdam News, 868 Fulton St. Brooklyn. — [1515, 725, 1710, 781]
classified-ad: 8TH AVE., 2656—5 large, light rooms, bath, steam heat, white, single. $35; ring Martin's bell. — [885, 1002, 1079, 1037]
classified-ad: FULTON ST., 868—Space in barber shop for beauty parlor or tailor shop. — [1515, 1209, 1710, 1232]
classified-ad: MIDDLE aged woman, active, for housework, business couple, good home, reasonable wage, call evenings. 849 St. Nicholas Avenue, Apt. 4 north. Audubon 10444. — [255, 1068, 449, 1124]
classified-ad: BEAUTIFUL seven-room house, bath, sun parlor, pantry, laundry, attic with stairway; all improvements; plot 40 x 100 ft. Owner, 105-28 171st St., Jamaica. Phone Jamaica 3051. — [1515, 1333, 1710, 1389]
classified-ad: GATES AVE., 523—5 elegant rooms, 6 rooms, heat, all improvements. Patoka. — [1095, 1864, 1289, 1888]
classified-ad: 132D ST., 220 W.—6 and 7 rooms, all private, all improvements; rent reasonable. See Janitor. Sept. 12-4t — [675, 723, 869, 758]
classified-ad: APARTMENT for rent, 6 rooms, hot water, $45-$48. 176 W. 136th St. or M. Winston. Wisconsin 7983. — [885, 1558, 1079, 1593]
classified-ad: 122D ST., 224 W.—Four room apartment, rent, electric light; steam heat; all improvements. Supt. on premises. — [675, 113, 869, 148]
classified-ad: BAINBRIDGE ST., 103—A fine floor, all improvements; rent reasonable. Sept. 12-2t — [1095, 1215, 1289, 1250]
classified-ad: 100TH ST., 107 E.—4 rooms, bath; all improvements; quiet, clean house. — [465, 1053, 659, 1076]
section-subheading: FREE RENT OCT. 15. — [1350, 759, 1453, 772]
section-heading: APARTMENTS FOR RENT — [675, 89, 869, 110]
section-heading: HELP WANTED — MALE — [255, 783, 449, 804]
classified-ad: ROSEDALE AVE., 1444—7 rooms, sun porch, all modern improvements; garage. See and be convinced. 2 blocks East of 180th St. station. — [1095, 1020, 1289, 1066]
classified-ad: PIANO and singing lessons, pupils' homes, everywhere; free consultation. Josef Pobiner, Libby's Hotel, Orchard 0160. — [45, 1094, 239, 1140]
classified-ad: 7TH AVE., 2284—3 rooms, all improvements, convenient to subway. Daniels. Bradhurst 8662. — [885, 677, 1079, 712]
page-number: FOURTEEN — [43, 55, 140, 73]
classified-ad: GRAND AVE., 321—Six room apartment, bath, hot water, heat; newly decorated; reasonable rent; very convenient. Nevins 5997. — [1305, 173, 1499, 218]
section-heading: BUSINESS OPPORTUNITY — [465, 433, 659, 454]
classified-ad: 8TH AVE., 2521—4 and 5 rooms, all newly renovated, at low rent with concession. Inquire Supt. — [885, 893, 1079, 928]
classified-ad: ST. NICHOLAS AVE., 580 (Garland Apts.)—3-4 rooms. When looking for apartments why not park yourself right in the park? Of course, you're not permitted to actually sleep in the park, but a Garland apartment privileges you to open your windows right on the park and enjoy the beautiful views and surroundings. And that tranquillity—dignity—comfort on premises. Sept. 12-2t — [885, 270, 1079, 378]
